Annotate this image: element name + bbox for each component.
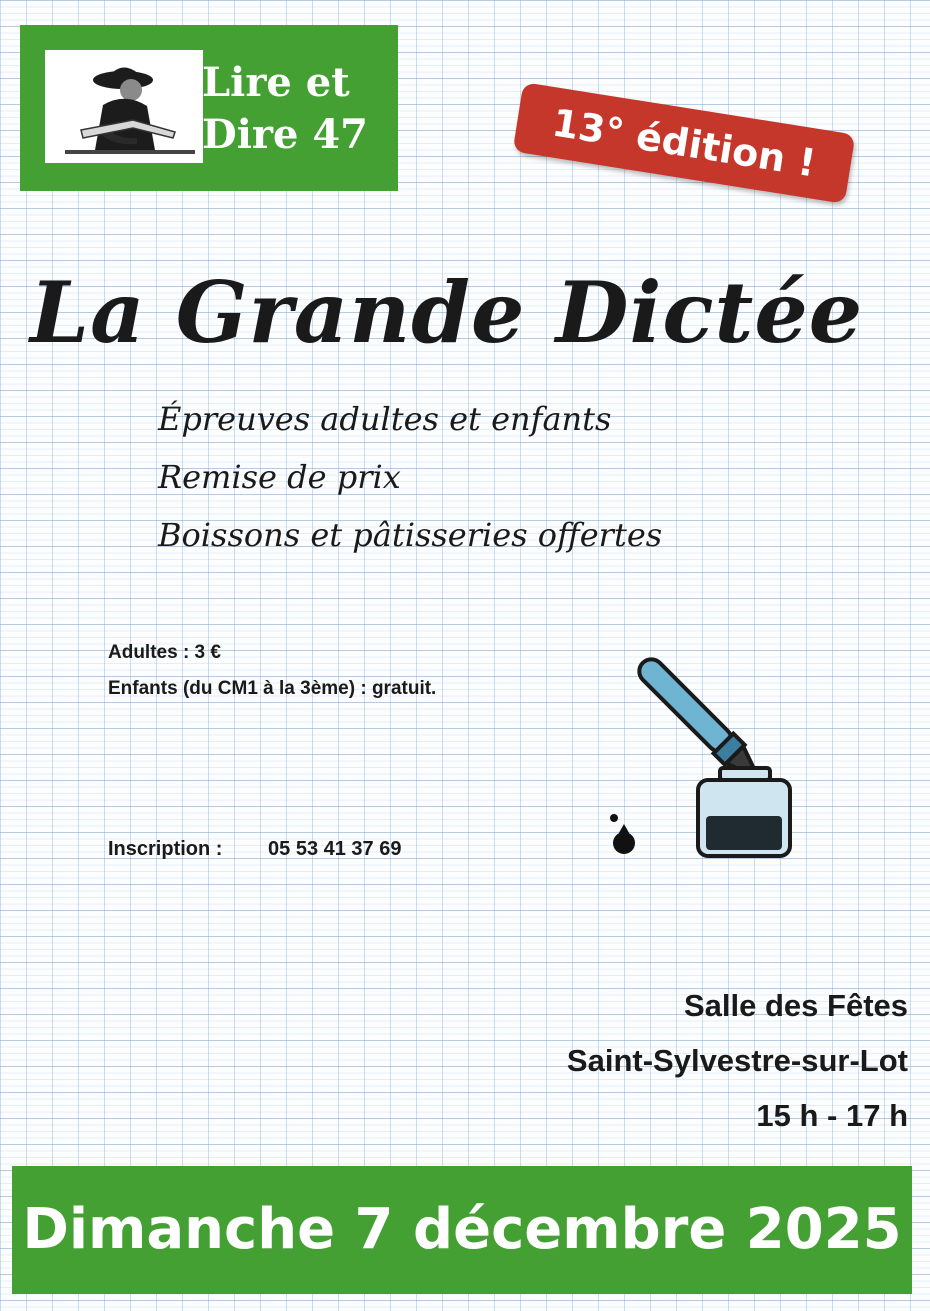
inscription-line bbox=[108, 838, 401, 861]
venue-time: 15 h - 17 h bbox=[756, 1098, 908, 1133]
event-date: Dimanche 7 décembre 2025 bbox=[22, 1197, 902, 1262]
children-price: Enfants (du CM1 à la 3ème) : gratuit. bbox=[108, 678, 437, 699]
inscription-label: Inscription : bbox=[108, 838, 223, 860]
association-name-line1: Lire et bbox=[202, 59, 350, 106]
venue-hall: Salle des Fêtes bbox=[683, 988, 908, 1023]
date-banner bbox=[12, 1166, 912, 1294]
association-name bbox=[202, 57, 392, 161]
adult-price: Adultes : 3 € bbox=[108, 642, 221, 663]
page-title: La Grande Dictée bbox=[30, 263, 864, 362]
features-list bbox=[158, 390, 778, 564]
reader-silhouette-icon bbox=[45, 50, 203, 163]
fountain-pen-inkwell-icon bbox=[598, 648, 798, 864]
venue-block bbox=[567, 978, 908, 1143]
logo-box bbox=[20, 25, 398, 191]
feature-item: Épreuves adultes et enfants bbox=[158, 400, 612, 438]
association-name-line2: Dire 47 bbox=[202, 111, 368, 158]
venue-town: Saint-Sylvestre-sur-Lot bbox=[566, 1043, 908, 1078]
feature-item: Remise de prix bbox=[158, 458, 401, 496]
edition-badge-text: 13° édition ! bbox=[549, 100, 819, 186]
prices-block bbox=[108, 635, 436, 707]
edition-badge bbox=[513, 82, 856, 204]
inscription-phone: 05 53 41 37 69 bbox=[268, 838, 402, 860]
feature-item: Boissons et pâtisseries offertes bbox=[158, 516, 663, 554]
